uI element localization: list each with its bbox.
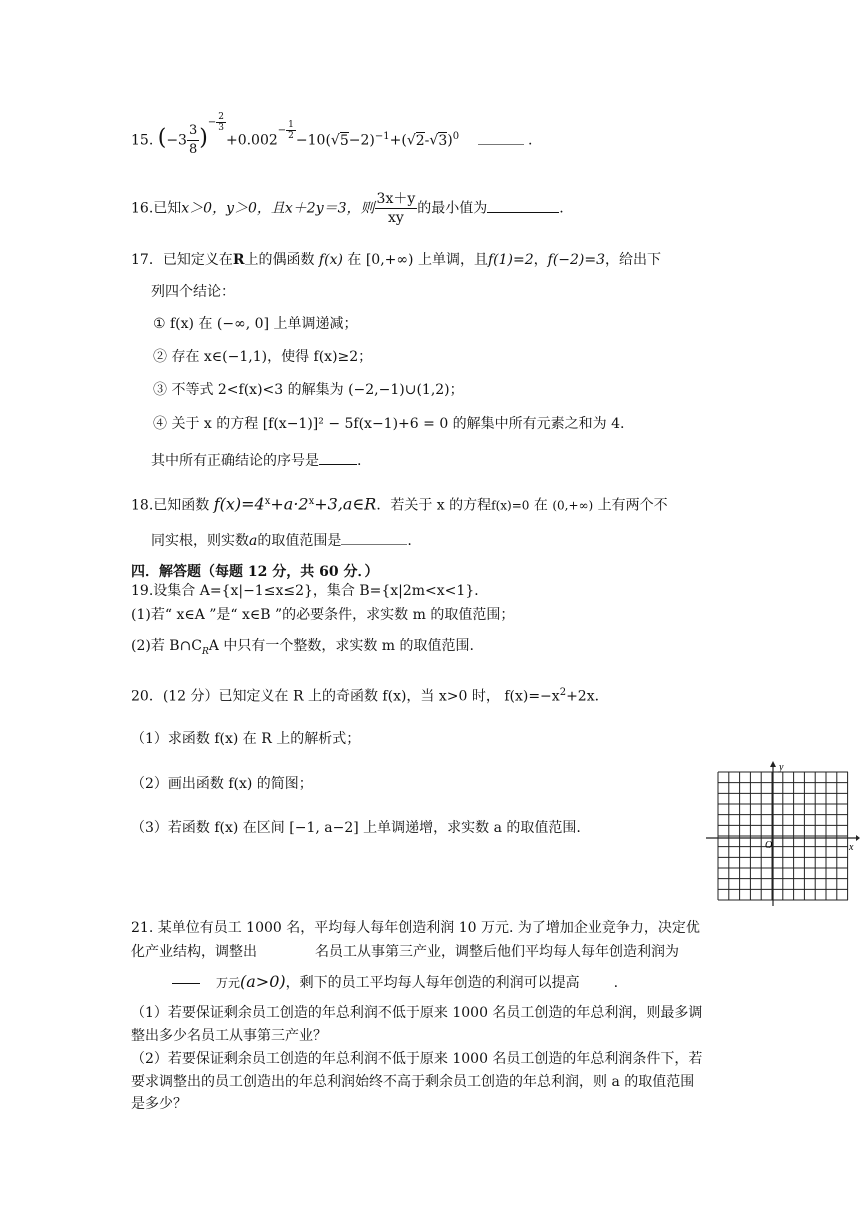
- q15-expr: (: [157, 125, 167, 151]
- q16-answer-blank[interactable]: [487, 198, 559, 213]
- q15-frac: $\frac{3}{8}$: [188, 123, 198, 158]
- q20-line1: 20．(12 分）已知定义在 R 上的奇函数 f(x)，当 x>0 时， $f(x)=-x^2+2x$．: [131, 687, 609, 705]
- q19-part1: (1)若“ x∈A ”是“ x∈B ”的必要条件，求实数 m 的取值范围；: [131, 607, 515, 623]
- q17-item-4: ④ 关于 x 的方程 [f(x−1)]² − 5f(x−1)+6 = 0 的解集中所有元素之和为 4.: [153, 416, 625, 432]
- q21-part2-a: （2）若要保证剩余员工创造的年总利润不低于原来 1000 名员工创造的年总利润条件下，若: [131, 1051, 703, 1067]
- section-title: 四．解答题（每题 12 分，共 60 分．）: [131, 564, 379, 580]
- grid-svg: [706, 760, 860, 910]
- q21-line3: 万元(a>0)，剩下的员工平均每人每年创造的利润可以提高 .: [172, 968, 618, 997]
- q17-intro: 17．已知定义在R上的偶函数 f(x) 在 [0,+∞) 上单调，且f(1)=2，f(−2)=3，给出下: [131, 252, 662, 268]
- q21-part1-a: （1）若要保证剩余员工创造的年总利润不低于原来 1000 名员工创造的年总利润，则最多调: [131, 1005, 703, 1021]
- q17-answer-blank[interactable]: [319, 450, 357, 465]
- q21-part2-c: 是多少？: [131, 1096, 187, 1112]
- q20-coordinate-grid: [706, 760, 860, 910]
- q17-ask: 其中所有正确结论的序号是 .: [151, 450, 361, 471]
- q20-part3: （3）若函数 f(x) 在区间 [−1, a−2] 上单调递增，求实数 a 的取值范围.: [131, 820, 581, 836]
- q18-line1: 18.已知函数 $f(x)=4^x+a\cdot 2^x+3,a\in R$．若关于 x 的方程f(x)=0 在 (0,+∞) 上有两个不: [131, 494, 668, 514]
- q21-part1-b: 整出多少名员工从事第三产业？: [131, 1028, 327, 1044]
- q17-intro-line2: 列四个结论：: [151, 284, 235, 300]
- q19-part2: (2)若 $B\cap C_RA$ 中只有一个整数，求实数 m 的取值范围.: [131, 638, 474, 657]
- q16: 16.已知x＞0，y＞0，且x＋2y＝3，则 $\frac{3x+y}{xy}$ 的最小值为 .: [131, 191, 564, 226]
- q17-item-2: ② 存在 x∈(−1,1)，使得 f(x)≥2；: [153, 349, 373, 365]
- y-axis-label: y: [779, 762, 784, 773]
- q15-answer-blank[interactable]: [478, 130, 524, 145]
- q17-item-1: ① f(x) 在 (−∞, 0] 上单调递减；: [153, 316, 358, 332]
- q21-line2: 化产业结构，调整出 名员工从事第三产业，调整后他们平均每人每年创造利润为: [131, 944, 679, 960]
- q20-part2: （2）画出函数 f(x) 的简图；: [131, 776, 313, 792]
- q18-line2: 同实根，则实数a的取值范围是 .: [151, 530, 412, 551]
- q19-line1: 19.设集合 A={x|−1≤x≤2}，集合 B={x|2m<x<1}．: [131, 583, 489, 599]
- q20-part1: （1）求函数 f(x) 在 R 上的解析式；: [131, 731, 361, 747]
- origin-label: O: [765, 840, 773, 851]
- q21-part2-b: 要求调整出的员工创造出的年总利润始终不高于剩余员工创造的年总利润，则 a 的取值范围: [131, 1074, 695, 1090]
- q21-line1: 21. 某单位有员工 1000 名，平均每人每年创造利润 10 万元. 为了增加企业竞争力，决定优: [131, 920, 700, 936]
- q18-answer-blank[interactable]: [341, 530, 407, 545]
- q17-item-3: ③ 不等式 2<f(x)<3 的解集为 (−2,−1)∪(1,2)；: [153, 382, 464, 398]
- x-axis-label: x: [849, 842, 854, 853]
- q16-fraction: $\frac{3x+y}{xy}$: [376, 191, 416, 226]
- q15-number: 15.: [131, 132, 154, 149]
- q15: 15. (−3 $\frac{3}{8}$ )$^{- \frac{2}{3}}$ $+0.002^{- \frac{1}{2}}$ $-10(√5-2)^{-1}+(√2-√3)^0$ .: [131, 112, 533, 158]
